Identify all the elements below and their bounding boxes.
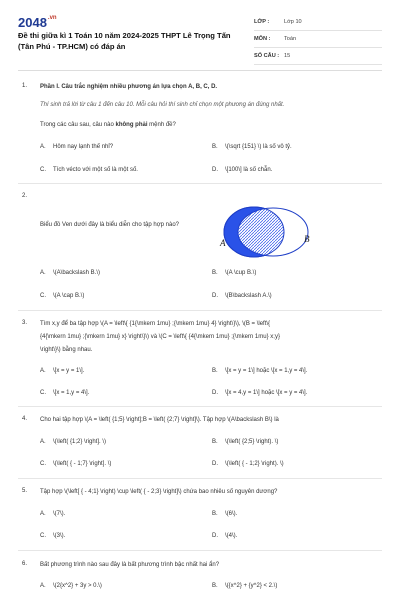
option-letter: A.: [40, 144, 46, 150]
option-a[interactable]: [40, 367, 84, 376]
option-text: \[100\] là số chẵn.: [225, 167, 273, 173]
option-text: \[x = 1,y = 4\].: [53, 390, 90, 396]
option-a[interactable]: [40, 510, 65, 519]
header-divider: [18, 70, 382, 71]
exam-title: Đề thi giữa kì 1 Toán 10 năm 2024-2025 THPT Lê Trọng Tấn (Tân Phú - TP.HCM) có đáp án: [18, 31, 231, 51]
option-letter: B.: [212, 270, 218, 276]
option-text: \(2{x^2} + 3y > 0.\): [53, 583, 102, 589]
question-number: 5.: [22, 488, 28, 494]
venn-label-a: A: [220, 238, 226, 248]
option-letter: D.: [212, 533, 218, 539]
option-a[interactable]: [40, 582, 102, 591]
option-text: Hôm nay lạnh thế nhỉ?: [53, 144, 114, 150]
option-text: \(6\).: [225, 511, 238, 517]
option-a[interactable]: [40, 269, 100, 278]
option-text: \[x = 4,y = 1\] hoặc \[x = y = 4\].: [225, 390, 308, 396]
stem-emphasis: không phải: [115, 122, 148, 128]
option-letter: C.: [40, 167, 46, 173]
question-divider: [18, 406, 382, 407]
option-text: \(7\).: [53, 511, 66, 517]
option-text: \(A \cap B.\): [53, 293, 85, 299]
option-letter: D.: [212, 167, 218, 173]
meta-row-subject: [254, 31, 382, 48]
option-a[interactable]: [40, 143, 113, 152]
option-text: Tích vécto với một số là một số.: [53, 167, 138, 173]
logo-text: 2048: [18, 15, 47, 30]
option-text: \[x = y = 1\].: [53, 368, 85, 374]
option-letter: A.: [40, 511, 46, 517]
question-stem: Tập hợp \(\left[ { - 4;1} \right) \cup \left( { - 2;3} \right]\) chứa bao nhiêu số nguyên dương?: [40, 489, 278, 495]
question-stem: Tìm x,y để ba tập hợp \(A = \left\{ {1{\mkern 1mu} ;{\mkern 1mu} 4} \right\}\), \(B = \left\{: [40, 321, 271, 327]
option-text: \(A \cup B.\): [225, 270, 257, 276]
option-letter: C.: [40, 390, 46, 396]
option-text: \(\left( {2;5} \right). \): [225, 439, 279, 445]
meta-row-count: [254, 48, 382, 65]
option-letter: D.: [212, 293, 218, 299]
option-letter: A.: [40, 439, 46, 445]
option-text: \(A\backslash B.\): [53, 270, 101, 276]
meta-value: Lớp 10: [284, 19, 302, 25]
option-d[interactable]: [212, 460, 284, 469]
option-letter: C.: [40, 293, 46, 299]
option-text: \(\left( { - 1;7} \right]. \): [53, 461, 112, 467]
option-b[interactable]: [212, 582, 277, 591]
meta-label: LỚP :: [254, 19, 270, 25]
option-b[interactable]: [212, 367, 307, 376]
venn-label-b: B: [304, 234, 310, 244]
option-c[interactable]: [40, 292, 84, 301]
question-number: 1.: [22, 83, 28, 89]
stem-text: mệnh đề?: [147, 122, 176, 128]
meta-row-class: [254, 14, 382, 31]
question-stem: \right\}\) bằng nhau.: [40, 347, 93, 353]
option-text: \(\left( { - 1;2} \right). \): [225, 461, 284, 467]
question-stem: Cho hai tập hợp \(A = \left( {1;5} \right];B = \left( {2;7} \right]\). Tập hợp \(A\backslash B\) là: [40, 417, 279, 423]
option-text: \(\sqrt {151} \) là số vô tỷ.: [225, 144, 292, 150]
question-number: 6.: [22, 561, 28, 567]
option-d[interactable]: [212, 532, 237, 541]
logo-suffix: .vn: [47, 15, 57, 21]
venn-diagram: [218, 202, 328, 264]
question-stem: [40, 121, 176, 130]
question-stem: Biểu đồ Ven dưới đây là biểu diễn cho tập hợp nào?: [40, 222, 179, 228]
option-c[interactable]: [40, 389, 89, 398]
question-divider: [18, 183, 382, 184]
option-text: \(4\).: [225, 533, 238, 539]
option-letter: C.: [40, 461, 46, 467]
option-b[interactable]: [212, 269, 256, 278]
part-instruction: Thí sinh trả lời từ câu 1 đến câu 10. Mỗi câu hỏi thí sinh chỉ chọn một phương án đúng nhất.: [40, 102, 285, 108]
option-b[interactable]: [212, 510, 237, 519]
meta-value: Toán: [284, 36, 297, 42]
question-stem: {4{\mkern 1mu} ;{\mkern 1mu} x} \right\}\) và \(C = \left\{ {4{\mkern 1mu} ;{\mkern 1mu} x;y}: [40, 334, 280, 340]
option-text: \(B\backslash A.\): [225, 293, 272, 299]
option-letter: C.: [40, 533, 46, 539]
option-letter: B.: [212, 439, 218, 445]
option-text: \(\left( {1;2} \right]. \): [53, 439, 107, 445]
question-number: 3.: [22, 320, 28, 326]
site-logo[interactable]: [18, 15, 57, 30]
option-text: \(3\).: [53, 533, 66, 539]
option-letter: B.: [212, 144, 218, 150]
question-divider: [18, 550, 382, 551]
question-divider: [18, 478, 382, 479]
meta-label: MÔN :: [254, 36, 271, 42]
exam-header: [18, 8, 382, 68]
stem-text: Trong các câu sau, câu nào: [40, 122, 116, 128]
option-letter: A.: [40, 368, 46, 374]
option-text: \({x^2} + {y^2} < 2.\): [225, 583, 278, 589]
option-d[interactable]: [212, 166, 272, 175]
option-b[interactable]: [212, 143, 292, 152]
question-number: 2.: [22, 193, 28, 199]
question-stem: Bất phương trình nào sau đây là bất phương trình bậc nhất hai ẩn?: [40, 562, 220, 568]
option-letter: D.: [212, 390, 218, 396]
option-letter: B.: [212, 511, 218, 517]
option-c[interactable]: [40, 460, 111, 469]
option-b[interactable]: [212, 438, 278, 447]
question-number: 4.: [22, 416, 28, 422]
option-text: \[x = y = 1\] hoặc \[x = 1,y = 4\].: [225, 368, 308, 374]
option-letter: D.: [212, 461, 218, 467]
option-a[interactable]: [40, 438, 106, 447]
option-d[interactable]: [212, 292, 272, 301]
question-divider: [18, 310, 382, 311]
option-letter: B.: [212, 583, 218, 589]
option-letter: A.: [40, 270, 46, 276]
option-c[interactable]: [40, 166, 138, 175]
meta-label: SỐ CÂU :: [254, 53, 280, 59]
meta-value: 15: [284, 53, 291, 59]
option-d[interactable]: [212, 389, 307, 398]
option-c[interactable]: [40, 532, 65, 541]
exam-meta: [254, 14, 382, 65]
option-letter: B.: [212, 368, 218, 374]
part-heading: Phần I. Câu trắc nghiệm nhiều phương án lựa chọn A, B, C, D.: [40, 84, 218, 90]
option-letter: A.: [40, 583, 46, 589]
